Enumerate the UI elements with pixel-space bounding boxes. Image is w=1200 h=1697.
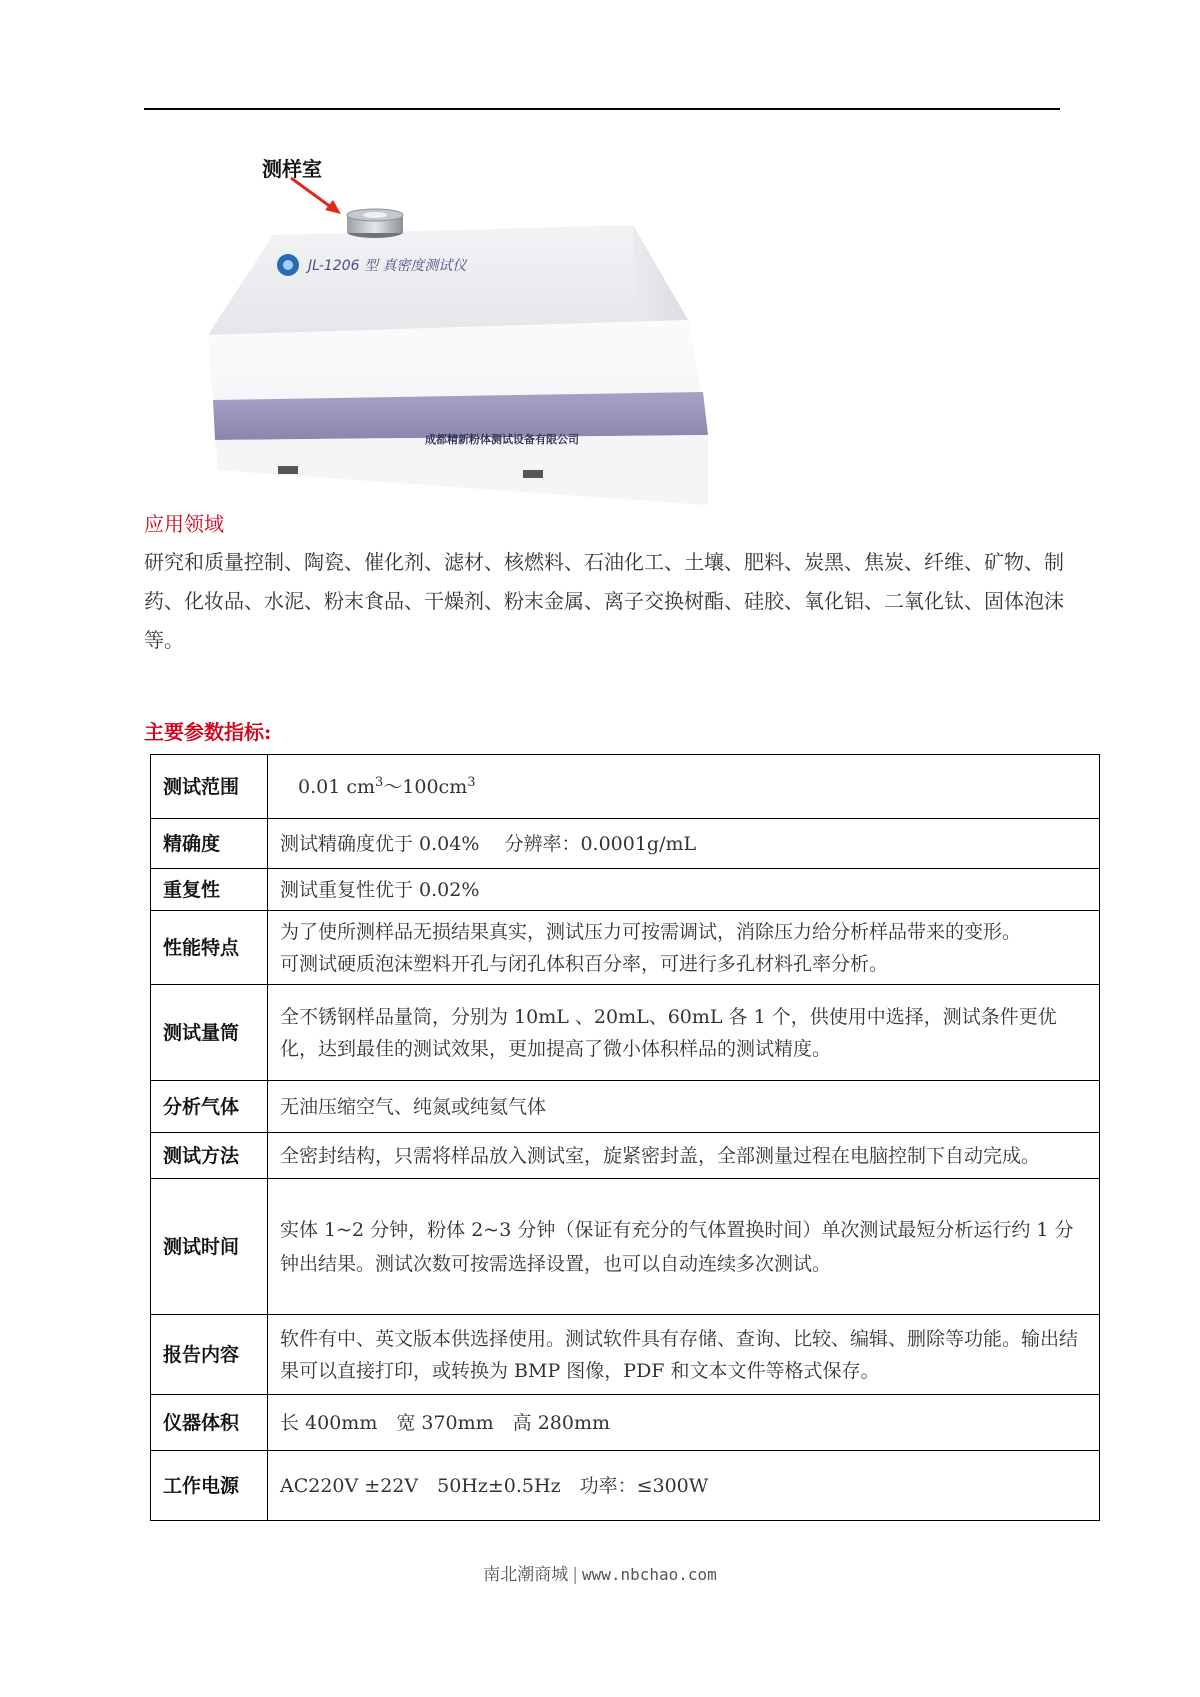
table-row	[151, 1081, 1100, 1133]
param-value	[268, 755, 1100, 819]
param-line: 可测试硬质泡沫塑料开孔与闭孔体积百分率，可进行多孔材料孔率分析。	[280, 952, 889, 975]
application-title: 应用领域	[144, 512, 224, 536]
param-value: 软件有中、英文版本供选择使用。测试软件具有存储、查询、比较、编辑、删除等功能。输出结果可以直接打印，或转换为 BMP 图像，PDF 和文本文件等格式保存。	[268, 1315, 1100, 1395]
params-table	[150, 754, 1100, 1521]
param-label: 测试量筒	[151, 985, 268, 1081]
callout-label: 测样室	[262, 157, 322, 181]
range-min: 0.01 cm	[298, 775, 376, 798]
param-label: 性能特点	[151, 911, 268, 985]
table-row	[151, 1315, 1100, 1395]
table-row	[151, 911, 1100, 985]
param-value	[268, 911, 1100, 985]
param-label: 重复性	[151, 869, 268, 911]
company-text: 成都精新粉体测试设备有限公司	[425, 433, 579, 446]
table-row	[151, 985, 1100, 1081]
range-unit-sup: 3	[467, 774, 476, 790]
param-label: 分析气体	[151, 1081, 268, 1133]
param-label: 测试方法	[151, 1133, 268, 1179]
table-row	[151, 819, 1100, 869]
footer-url[interactable]: www.nbchao.com	[581, 1565, 717, 1584]
table-row	[151, 1179, 1100, 1315]
param-value: 测试精确度优于 0.04% 分辨率：0.0001g/mL	[268, 819, 1100, 869]
param-value: 长 400mm 宽 370mm 高 280mm	[268, 1395, 1100, 1451]
table-row	[151, 1133, 1100, 1179]
param-label: 工作电源	[151, 1451, 268, 1521]
param-value: 实体 1~2 分钟，粉体 2~3 分钟（保证有充分的气体置换时间）单次测试最短分析运行约 1 分钟出结果。测试次数可按需选择设置，也可以自动连续多次测试。	[268, 1179, 1100, 1315]
param-value: 无油压缩空气、纯氮或纯氦气体	[268, 1081, 1100, 1133]
param-label: 测试时间	[151, 1179, 268, 1315]
application-text: 研究和质量控制、陶瓷、催化剂、滤材、核燃料、石油化工、土壤、肥料、炭黑、焦炭、纤维、矿物、制药、化妆品、水泥、粉末食品、干燥剂、粉末金属、离子交换树酯、硅胶、氧化铝、二氧化钛、固体泡沫等。	[144, 550, 1064, 652]
param-line: 为了使所测样品无损结果真实，测试压力可按需调试，消除压力给分析样品带来的变形。	[280, 920, 1022, 943]
param-value: 全密封结构，只需将样品放入测试室，旋紧密封盖，全部测量过程在电脑控制下自动完成。	[268, 1133, 1100, 1179]
range-unit-sup: 3	[375, 774, 384, 790]
param-value: 测试重复性优于 0.02%	[268, 869, 1100, 911]
footer	[0, 1560, 1200, 1585]
table-row	[151, 1395, 1100, 1451]
brand-model-text: JL-1206 型 真密度测试仪	[308, 258, 467, 274]
param-label: 精确度	[151, 819, 268, 869]
table-row	[151, 869, 1100, 911]
param-label: 测试范围	[151, 755, 268, 819]
table-row	[151, 755, 1100, 819]
footer-site: 南北潮商城	[483, 1565, 569, 1585]
param-value: 全不锈钢样品量筒，分别为 10mL 、20mL、60mL 各 1 个，供使用中选择，测试条件更优化，达到最佳的测试效果，更加提高了微小体积样品的测试精度。	[268, 985, 1100, 1081]
range-max: ～100cm	[383, 775, 468, 798]
header-rule	[144, 108, 1060, 110]
footer-separator: |	[572, 1565, 578, 1585]
table-row	[151, 1451, 1100, 1521]
product-photo	[163, 170, 773, 540]
callout-arrow	[291, 178, 335, 210]
params-title: 主要参数指标:	[144, 720, 272, 744]
param-label: 仪器体积	[151, 1395, 268, 1451]
param-value: AC220V ±22V 50Hz±0.5Hz 功率：≤300W	[268, 1451, 1100, 1521]
param-label: 报告内容	[151, 1315, 268, 1395]
